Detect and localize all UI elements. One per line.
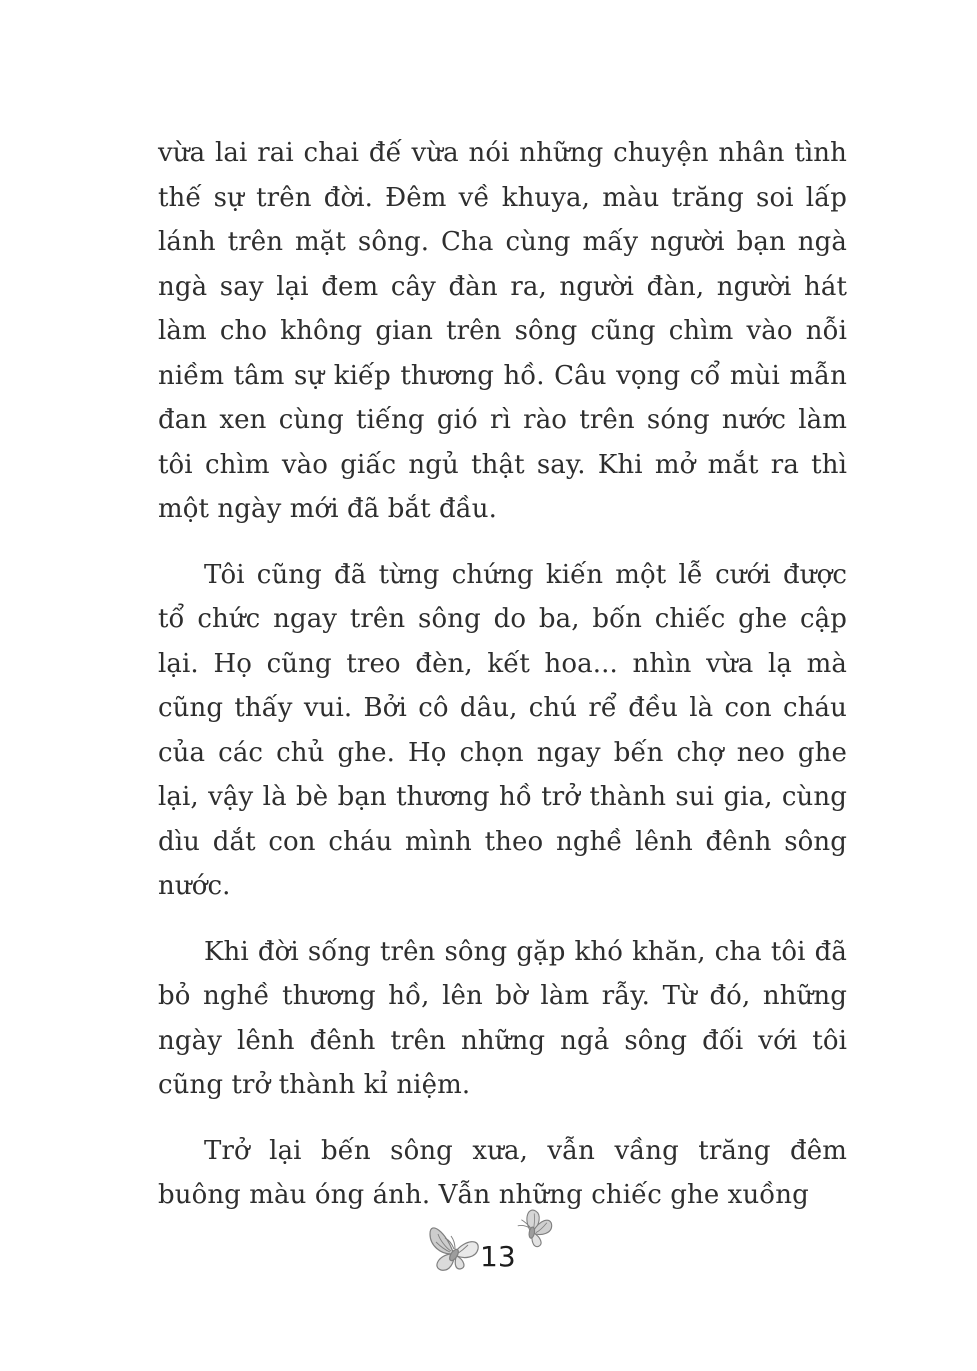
butterfly-icon — [424, 1218, 484, 1274]
paragraph: Khi đời sống trên sông gặp khó khăn, cha tôi đã bỏ nghề thương hồ, lên bờ làm rẫy. Từ đó, những ngày lênh đênh trên những ngả sông đối với tôi cũng trở thành kỉ niệm. — [158, 936, 847, 1100]
paragraph: vừa lai rai chai đế vừa nói những chuyện nhân tình thế sự trên đời. Đêm về khuya, màu trăng soi lấp lánh trên mặt sông. Cha cùng mấy người bạn ngà ngà say lại đem cây đàn ra, người đàn, người hát làm cho không gian trên sông cũng chìm vào nỗi niềm tâm sự kiếp thương hồ. Câu vọng cổ mùi mẫn đan xen cùng tiếng gió rì rào trên sóng nước làm tôi chìm vào giấc ngủ thật say. Khi mở mắt ra thì một ngày mới đã bắt đầu. — [158, 138, 847, 524]
page-footer — [0, 1196, 977, 1306]
paragraph: Trở lại bến sông xưa, vẫn vầng trăng đêm buông màu óng ánh. Vẫn những chiếc ghe xuồng — [158, 1135, 847, 1210]
page-number: 13 — [480, 1240, 516, 1273]
butterfly-icon — [508, 1204, 560, 1254]
paragraph: Tôi cũng đã từng chứng kiến một lễ cưới được tổ chức ngay trên sông do ba, bốn chiếc ghe cập lại. Họ cũng treo đèn, kết hoa... nhìn vừa lạ mà cũng thấy vui. Bởi cô dâu, chú rể đều là con cháu của các chủ ghe. Họ chọn ngay bến chợ neo ghe lại, vậy là bè bạn thương hồ trở thành sui gia, cùng dìu dắt con cháu mình theo nghề lênh đênh sông nước. — [158, 559, 847, 901]
page-text — [158, 131, 847, 1239]
